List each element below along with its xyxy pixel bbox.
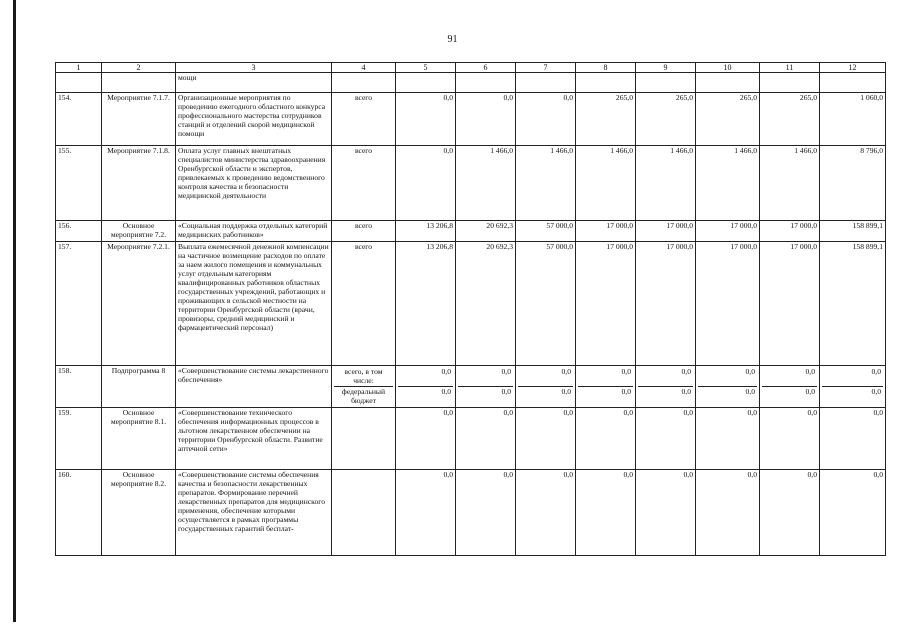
value-cell: 0,0: [820, 408, 886, 470]
column-header: 8: [576, 63, 636, 73]
funding-source: [332, 470, 396, 556]
value-line: 0,0: [871, 367, 881, 377]
value-cell: 0,0: [760, 408, 820, 470]
value-cell: 17 000,0: [760, 242, 820, 366]
value-line: 0,0: [805, 367, 815, 377]
value-cell: 13 206,8: [396, 221, 456, 242]
program-table: [55, 62, 886, 556]
event-description: Оплата услуг главных внештатных специалистов министерства здравоохранения Оренбургской области и экспертов, привлекаемых к проведению ведомственного контроля качества и безопасности медицинской деятельности: [176, 146, 332, 221]
event-description: Выплата ежемесячной денежной компенсации на частичное возмещение расходов по оплате за наем жилого помещения и коммунальных услуг отдельным категориям квалифицированных работников областных государственных учреждений, работающих и проживающих в сельской местности на территории Оренбургской области (врачи, провизоры, средний медицинский и фармацевтический персонал): [176, 242, 332, 366]
row-number: 158.: [56, 366, 102, 408]
value-cell: 1 466,0: [760, 146, 820, 221]
column-header: 7: [516, 63, 576, 73]
value-cell: 1 466,0: [516, 146, 576, 221]
value-cell: 0,0: [760, 470, 820, 556]
value-line: 0,0: [698, 386, 757, 406]
value-cell: 17 000,0: [760, 221, 820, 242]
event-name: Основное мероприятие 7.2.: [102, 221, 176, 242]
cell: [696, 73, 760, 93]
value-cell: 0,0: [396, 408, 456, 470]
event-description: «Совершенствование технического обеспечения информационных процессов в льготном лекарственном обеспечении на территории Оренбургской области. Развитие аптечной сети»: [176, 408, 332, 470]
value-cell: 0,0: [456, 470, 516, 556]
funding-source: всего: [332, 93, 396, 146]
value-cell: 17 000,0: [696, 242, 760, 366]
row-number: 159.: [56, 408, 102, 470]
event-description: Организационные мероприятия по проведению ежегодного областного конкурса профессионального мастерства сотрудников станций и отделений скорой медицинской помощи: [176, 93, 332, 146]
value-cell: 0,0: [576, 408, 636, 470]
cell: [576, 73, 636, 93]
value-cell: [636, 366, 696, 408]
table-row: [56, 408, 886, 470]
value-cell: 0,0: [396, 146, 456, 221]
value-line: 0,0: [518, 386, 573, 406]
table-row: [56, 366, 886, 408]
value-cell: 1 466,0: [456, 146, 516, 221]
funding-source: [332, 366, 396, 408]
value-cell: [396, 366, 456, 408]
column-header: 5: [396, 63, 456, 73]
value-cell: 57 000,0: [516, 221, 576, 242]
funding-source: всего: [332, 221, 396, 242]
value-cell: [456, 366, 516, 408]
value-cell: 17 000,0: [636, 221, 696, 242]
value-cell: 0,0: [516, 93, 576, 146]
value-line: 0,0: [745, 367, 755, 377]
column-header: 3: [176, 63, 332, 73]
value-cell: 158 899,1: [820, 221, 886, 242]
value-cell: [516, 366, 576, 408]
cell: [396, 73, 456, 93]
value-cell: 265,0: [696, 93, 760, 146]
row-number: 154.: [56, 93, 102, 146]
value-cell: [696, 366, 760, 408]
value-cell: 0,0: [456, 408, 516, 470]
event-name: Основное мероприятие 8.2.: [102, 470, 176, 556]
funding-source-line: всего, в том числе:: [344, 367, 383, 386]
cell: [332, 73, 396, 93]
value-cell: 0,0: [696, 470, 760, 556]
value-line: 0,0: [638, 386, 693, 406]
table-row: [56, 93, 886, 146]
table-row: [56, 221, 886, 242]
value-cell: 265,0: [760, 93, 820, 146]
event-name: Подпрограмма 8: [102, 366, 176, 408]
row-number: 157.: [56, 242, 102, 366]
table-row: [56, 470, 886, 556]
value-cell: 17 000,0: [696, 221, 760, 242]
value-cell: 57 000,0: [516, 242, 576, 366]
value-cell: [820, 366, 886, 408]
column-header: 6: [456, 63, 516, 73]
value-line: 0,0: [561, 367, 571, 377]
row-number: 156.: [56, 221, 102, 242]
funding-source: всего: [332, 146, 396, 221]
column-header: 11: [760, 63, 820, 73]
value-cell: [576, 366, 636, 408]
value-cell: 0,0: [516, 408, 576, 470]
value-line: 0,0: [441, 367, 451, 377]
event-name: Мероприятие 7.1.8.: [102, 146, 176, 221]
value-line: 0,0: [501, 367, 511, 377]
column-header: 1: [56, 63, 102, 73]
carry-over-row: [56, 73, 886, 93]
value-cell: 0,0: [820, 470, 886, 556]
value-cell: 1 466,0: [696, 146, 760, 221]
cell: [102, 73, 176, 93]
column-header: 12: [820, 63, 886, 73]
value-line: 0,0: [458, 386, 513, 406]
value-line: 0,0: [822, 386, 883, 406]
column-header: 10: [696, 63, 760, 73]
cell: [56, 73, 102, 93]
value-cell: 265,0: [636, 93, 696, 146]
event-name: Основное мероприятие 8.1.: [102, 408, 176, 470]
value-cell: 1 060,0: [820, 93, 886, 146]
value-cell: 13 206,8: [396, 242, 456, 366]
value-cell: 20 692,3: [456, 242, 516, 366]
value-cell: 158 899,1: [820, 242, 886, 366]
event-name: Мероприятие 7.1.7.: [102, 93, 176, 146]
value-cell: 0,0: [696, 408, 760, 470]
value-cell: 1 466,0: [576, 146, 636, 221]
value-cell: 265,0: [576, 93, 636, 146]
value-cell: 0,0: [636, 408, 696, 470]
value-line: 0,0: [578, 386, 633, 406]
value-cell: 1 466,0: [636, 146, 696, 221]
column-header: 2: [102, 63, 176, 73]
value-line: 0,0: [621, 367, 631, 377]
cell: [820, 73, 886, 93]
carry-over-text: мощи: [176, 73, 332, 93]
page-number: 91: [447, 34, 458, 45]
value-cell: 0,0: [636, 470, 696, 556]
cell: [516, 73, 576, 93]
value-cell: [760, 366, 820, 408]
event-description: «Социальная поддержка отдельных категорий медицинских работников»: [176, 221, 332, 242]
row-number: 160.: [56, 470, 102, 556]
event-description: «Совершенствование системы обеспечения качества и безопасности лекарственных препаратов. Формирование перечней лекарственных препаратов для медицинского применения, обеспечение которыми осуществляется в рамках программы государственных гарантий бесплат-: [176, 470, 332, 556]
value-line: 0,0: [398, 386, 453, 406]
table-row: [56, 146, 886, 221]
funding-source-line: федеральный бюджет: [334, 386, 393, 406]
header-row: [56, 63, 886, 73]
table-row: [56, 242, 886, 366]
column-header: 4: [332, 63, 396, 73]
value-cell: 0,0: [456, 93, 516, 146]
funding-source: [332, 408, 396, 470]
scan-edge-shadow: [13, 0, 16, 622]
row-number: 155.: [56, 146, 102, 221]
cell: [636, 73, 696, 93]
value-cell: 20 692,3: [456, 221, 516, 242]
value-cell: 17 000,0: [636, 242, 696, 366]
event-description: «Совершенствование системы лекарственного обеспечения»: [176, 366, 332, 408]
value-cell: 0,0: [396, 470, 456, 556]
cell: [760, 73, 820, 93]
value-line: 0,0: [762, 386, 817, 406]
event-name: Мероприятие 7.2.1.: [102, 242, 176, 366]
value-line: 0,0: [681, 367, 691, 377]
cell: [456, 73, 516, 93]
value-cell: 8 796,0: [820, 146, 886, 221]
column-header: 9: [636, 63, 696, 73]
value-cell: 0,0: [396, 93, 456, 146]
value-cell: 0,0: [576, 470, 636, 556]
value-cell: 17 000,0: [576, 221, 636, 242]
funding-source: всего: [332, 242, 396, 366]
value-cell: 0,0: [516, 470, 576, 556]
value-cell: 17 000,0: [576, 242, 636, 366]
